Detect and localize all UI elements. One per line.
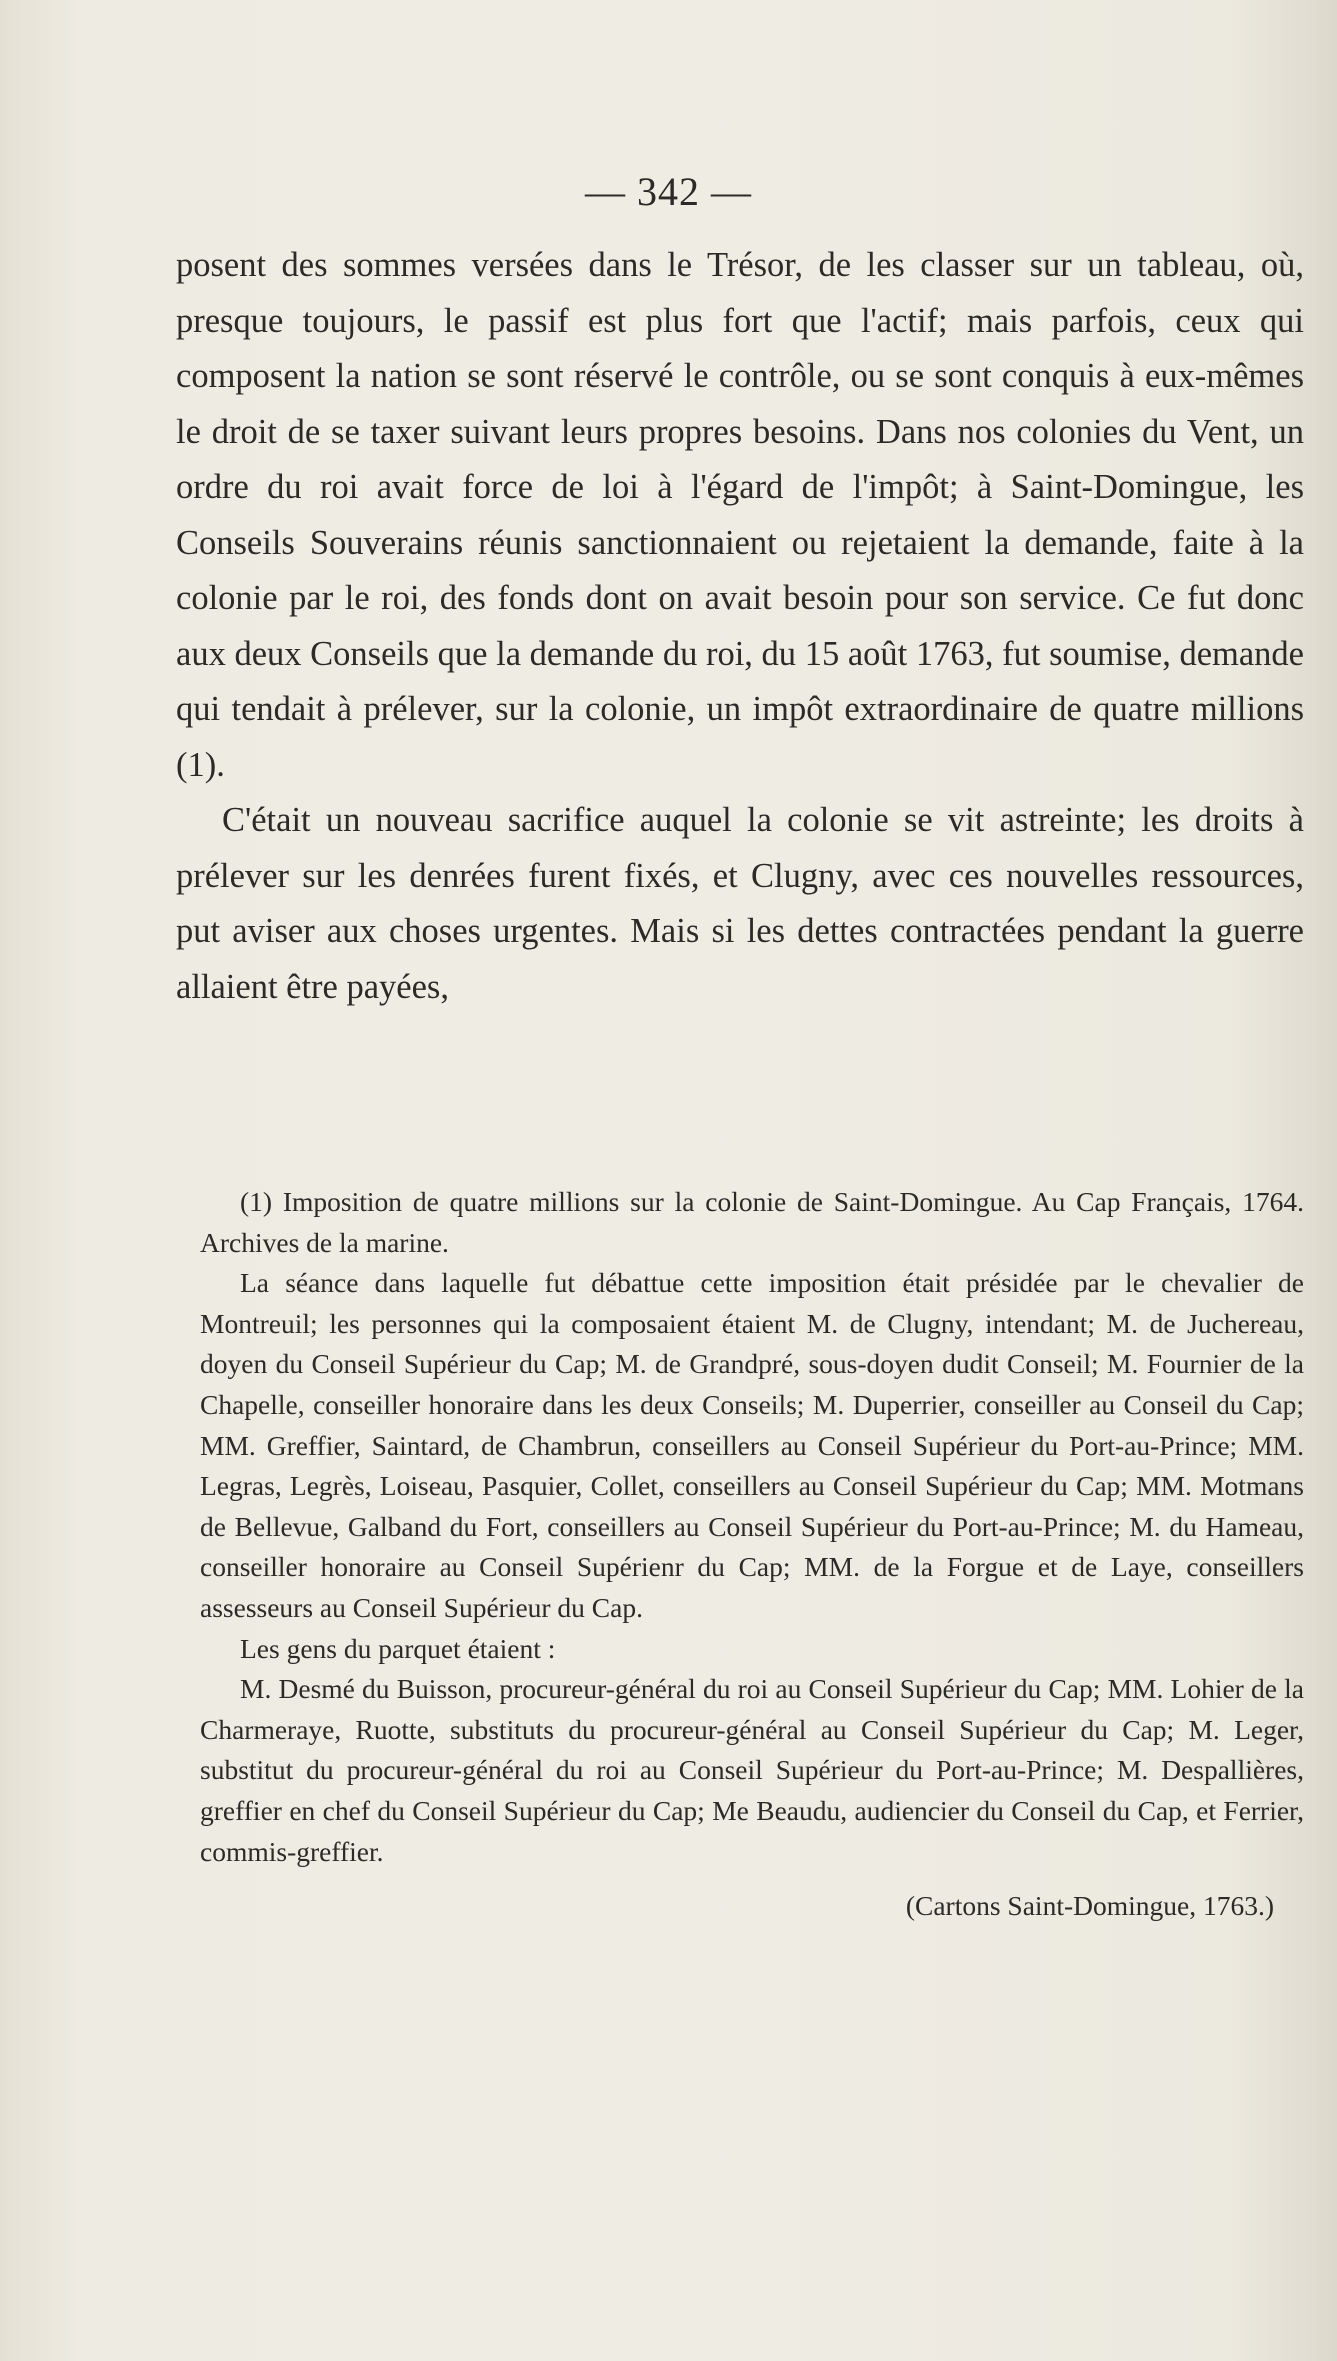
citation: (Cartons Saint-Domingue, 1763.) [905, 1890, 1274, 1922]
paragraph: C'était un nouveau sacrifice auquel la colonie se vit astreinte; les droits à prélever sur les denrées furent fixés, et Clugny, avec ces nouvelles ressources, put aviser aux choses urgentes. Mais si les dettes contractées pendant la guerre allaient être payées, [176, 801, 1304, 1006]
paragraph: posent des sommes versées dans le Trésor, de les classer sur un tableau, où, presque toujours, le passif est plus fort que l'actif; mais parfois, ceux qui composent la nation se sont réservé le contrôle, ou se sont conquis à eux-mêmes le droit de se taxer suivant leurs propres besoins. Dans nos colonies du Vent, un ordre du roi avait force de loi à l'égard de l'impôt; à Saint-Domingue, les Conseils Souverains réunis sanctionnaient ou rejetaient la demande, faite à la colonie par le roi, des fonds dont on avait besoin pour son service. Ce fut donc aux deux Conseils que la demande du roi, du 15 août 1763, fut soumise, demande qui tendait à prélever, sur la colonie, un impôt extraordinaire de quatre millions (1). [176, 246, 1304, 784]
footnote: (1) Imposition de quatre millions sur la colonie de Saint-Domingue. Au Cap Français, 1764. Archives de la marine. [200, 1186, 1304, 1258]
footnotes [200, 1182, 1304, 1927]
footnote: Les gens du parquet étaient : [240, 1632, 556, 1664]
page-number: — 342 — [585, 169, 752, 214]
footnote: M. Desmé du Buisson, procureur-général du roi au Conseil Supérieur du Cap; MM. Lohier de la Charmeraye, Ruotte, substituts du procureur-général au Conseil Supérieur du Cap; M. Leger, substitut du procureur-général du roi au Conseil Supérieur du Port-au-Prince; M. Despallières, greffier en chef du Conseil Supérieur du Cap; Me Beaudu, audiencier du Conseil du Cap, et Ferrier, commis-greffier. [200, 1673, 1304, 1867]
footnote: La séance dans laquelle fut débattue cette imposition était présidée par le chevalier de Montreuil; les personnes qui la composaient étaient M. de Clugny, intendant; M. de Juchereau, doyen du Conseil Supérieur du Cap; M. de Grandpré, sous-doyen dudit Conseil; M. Fournier de la Chapelle, conseiller honoraire dans les deux Conseils; M. Duperrier, conseiller au Conseil du Cap; MM. Greffier, Saintard, de Chambrun, conseillers au Conseil Supérieur du Port-au-Prince; MM. Legras, Legrès, Loiseau, Pasquier, Collet, conseillers au Conseil Supérieur du Cap; MM. Motmans de Bellevue, Galband du Fort, conseillers au Conseil Supérieur du Port-au-Prince; M. du Hameau, conseiller honoraire au Conseil Supérienr du Cap; MM. de la Forgue et de Laye, conseillers assesseurs au Conseil Supérieur du Cap. [200, 1267, 1304, 1623]
main-text [176, 238, 1304, 1015]
